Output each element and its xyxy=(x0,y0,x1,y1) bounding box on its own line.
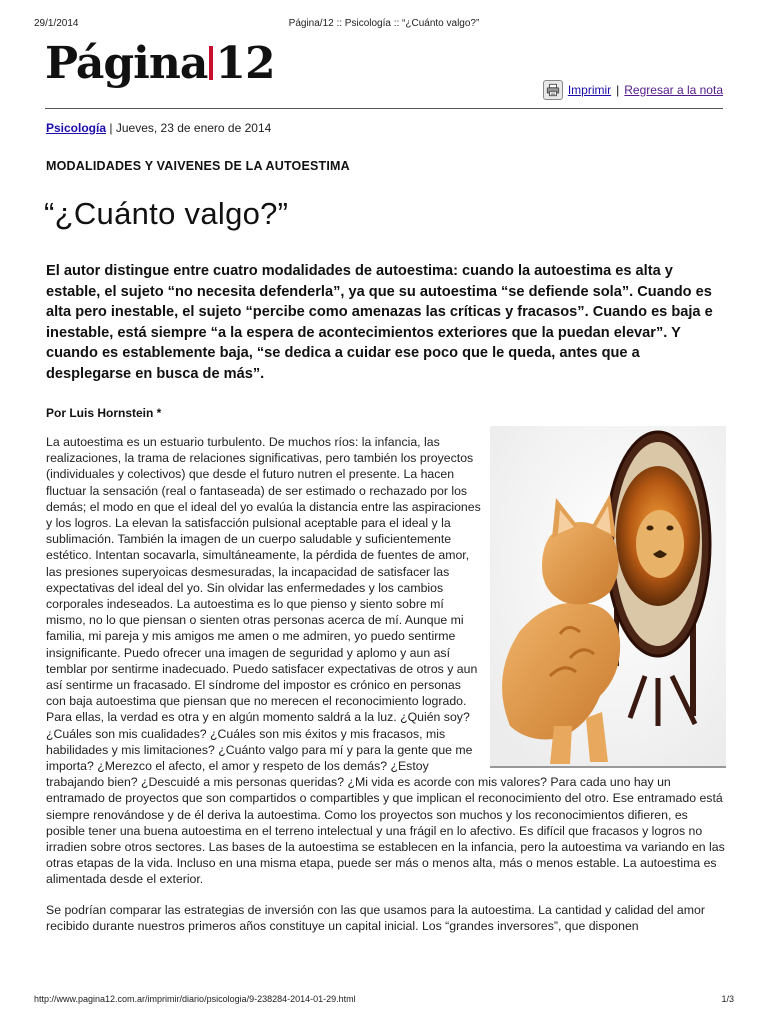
section-link[interactable]: Psicología xyxy=(46,121,107,135)
article-author: Por Luis Hornstein * xyxy=(46,406,162,420)
article-title: “¿Cuánto valgo?” xyxy=(44,196,289,231)
logo-word: Página xyxy=(45,38,208,89)
logo-number: 12 xyxy=(215,38,275,89)
body-paragraph: La autoestima es un estuario turbulento. De muchos ríos: la infancia, las realizaciones, la trama de relaciones significativas, pero también los proyectos (individuales y colectivos) que desde el futuro nutren el presente. La hacen fluctuar la sensación (real o fantaseada) de ser estimado o rechazado por los demás; el modo en que el ideal del yo evalúa la distancia entre las aspiraciones y los logros. La elevan la satisfacción pulsional aceptable para el ideal y la sublimación. También la imagen de un cuerpo saludable y suficientemente estético. Intentan socavarla, simultáneamente, la pérdida de fuentes de amor, las presiones superyoicas desmesuradas, la incapacidad de satisfacer las expectativas del ideal del yo. Sin olvidar las enfermedades y los cambios corporales indeseados. La autoestima es lo que pienso y siento sobre mí mismo, no lo que piensan o sienten otras personas acerca de mí. Aunque mi familia, mi pareja y mis amigos me amen o me admiren, yo puedo sentirme insignificante. Puedo ofrecer una imagen de seguridad y aplomo y aun así temblar por sentirme inadecuado. Puedo satisfacer expectativas de otros y aun así sentirme un fracasado. El síndrome del impostor es crónico en personas con baja autoestima que piensan que no merecen el reconocimiento logrado. Para ellas, la verdad es otra y en algún momento saldrá a la luz. ¿Quién soy? ¿Cuáles son mis cualidades? ¿Cuáles son mis éxitos y mis fracasos, mis habilidades y mis limitaciones? ¿Cuánto valgo para mí y para la gente que me importa? ¿Merezco el afecto, el amor y respeto de los demás? ¿Estoy trabajando bien? ¿Descuidé a mis personas queridas? ¿Mi vida es acorde con mis valores? Para cada uno hay un entramado de proyectos que son compartidos o compartibles y que implican el reconocimiento del otro. Ese entramado está siempre renovándose y de él deriva la autoestima. Como los proyectos son muchos y los reconocimientos difieren, es posible tener una buena autoestima en el terreno intelectual y una frágil en lo afectivo. Es difícil que fracasos y logros no irradien sobre otros sectores. Las bases de la autoestima se establecen en la infancia, pero la autoestima va variando en las otras etapas de la vida. Incluso en una misma etapa, puede ser más o menos alta, más o menos estable. La autoestima es alimentada desde el exterior. xyxy=(46,435,725,887)
tools-separator: | xyxy=(616,83,620,97)
print-url: http://www.pagina12.com.ar/imprimir/diario/psicologia/9-238284-2014-01-29.html xyxy=(34,994,356,1004)
print-page-title: Página/12 :: Psicología :: “¿Cuánto valgo?” xyxy=(288,18,480,29)
body-paragraph: Se podrían comparar las estrategias de inversión con las que usamos para la autoestima. La cantidad y calidad del amor recibido durante nuestros primeros años constituye un capital inicial. Los “grandes inversores”, que disponen xyxy=(46,902,705,933)
article-photo xyxy=(490,426,726,768)
page-number: 1/3 xyxy=(721,994,734,1004)
meta-separator: | xyxy=(109,121,113,135)
header-divider xyxy=(45,108,723,109)
pagina12-logo[interactable] xyxy=(45,38,275,89)
publication-date: Jueves, 23 de enero de 2014 xyxy=(115,121,272,135)
article-body xyxy=(46,434,726,934)
print-link[interactable]: Imprimir xyxy=(567,83,612,97)
logo-separator xyxy=(209,46,213,80)
article-meta xyxy=(46,121,271,135)
print-date: 29/1/2014 xyxy=(34,18,79,29)
article-tools xyxy=(543,80,723,100)
article-kicker: MODALIDADES Y VAIVENES DE LA AUTOESTIMA xyxy=(46,159,350,173)
printer-icon[interactable] xyxy=(543,80,563,100)
back-to-article-link[interactable]: Regresar a la nota xyxy=(624,83,723,97)
article-lead: El autor distingue entre cuatro modalidades de autoestima: cuando la autoestima es alta y estable, el sujeto “no necesita defenderla”, ya que su autoestima “se defiende sola”. Cuando es alta pero inestable, el sujeto “percibe como amenazas las críticas y fracasos”. Cuando es baja e inestable, está siempre “a la espera de acontecimientos exteriores que la puedan elevar”. Y cuando es establemente baja, “se dedica a cuidar ese poco que le queda, antes que a desplegarse en busca de más”. xyxy=(46,263,713,382)
